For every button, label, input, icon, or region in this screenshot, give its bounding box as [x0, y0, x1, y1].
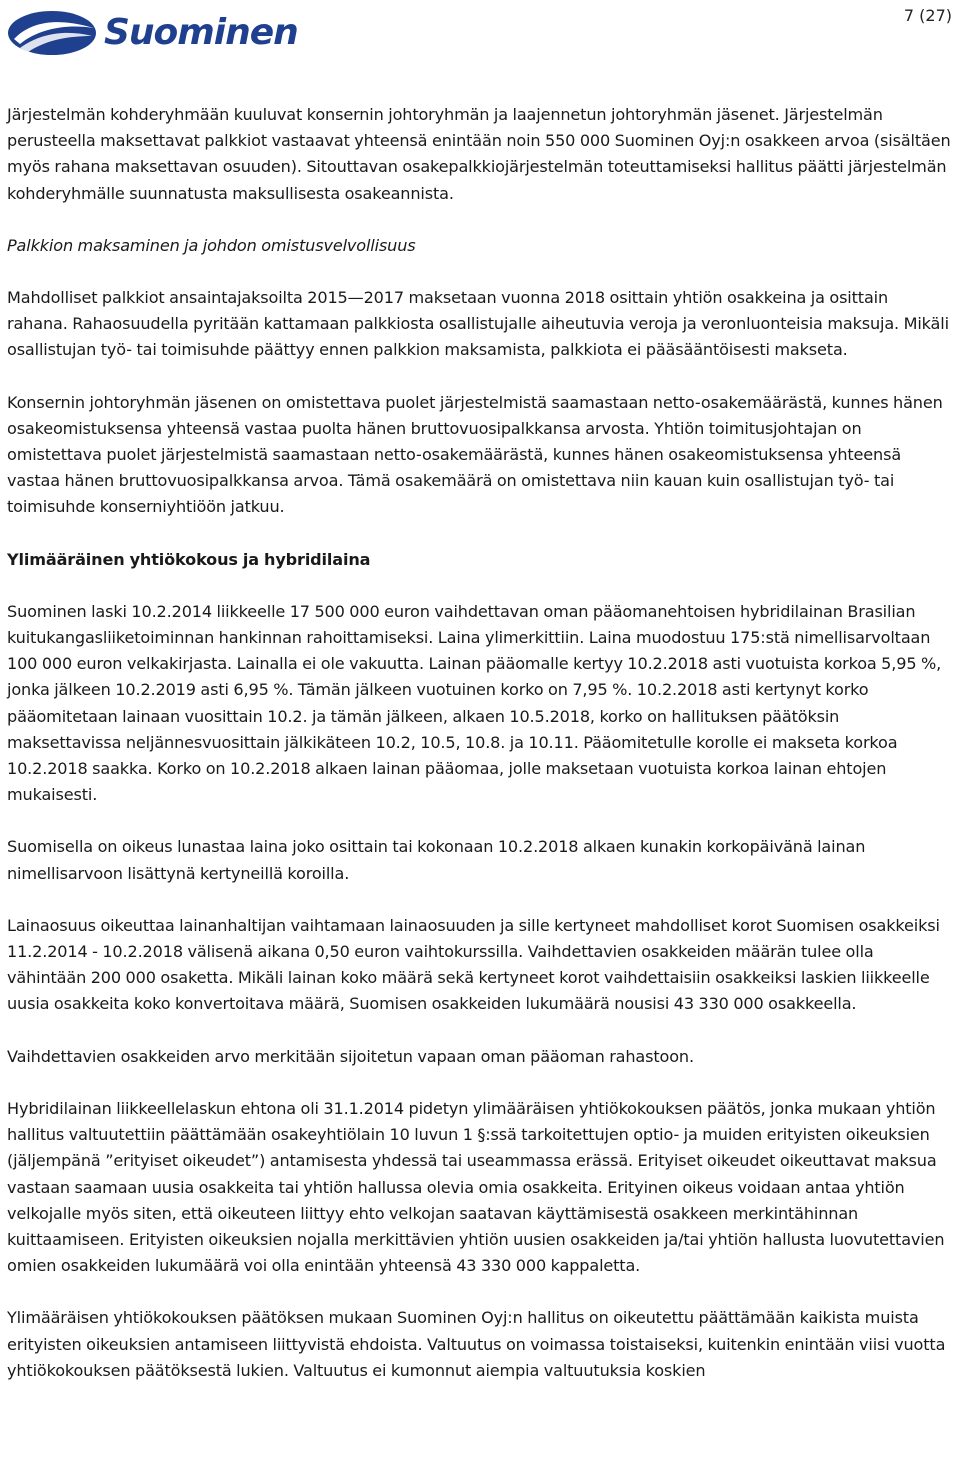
paragraph-target-group: Järjestelmän kohderyhmään kuuluvat konsernin johtoryhmän ja laajennetun johtoryhmän jäsenet. Järjestelmän perusteella maksettavat palkkiot vastaavat yhteensä enintään noin 550 000 Suominen Oyj:n osakkeen arvoa (sisältäen myös rahana maksettavan osuuden). Sitouttavan osakepalkkiojärjestelmän toteuttamiseksi hallitus päätti järjestelmän kohderyhmälle suunnatusta maksullisesta osakeannista. [7, 105, 951, 203]
paragraph-conversion: Lainaosuus oikeuttaa lainanhaltijan vaihtamaan lainaosuuden ja sille kertyneet mahdolliset korot Suomisen osakkeiksi 11.2.2014 - 10.2.2018 välisenä aikana 0,50 euron vaihtokurssilla. Vaihdettavien osakkeiden määrän tulee olla vähintään 200 000 osaketta. Mikäli lainan koko määrä sekä kertyneet korot vaihdettaisiin osakkeiksi laskien liikkeelle uusia osakkeita koko konvertoitava määrä, Suomisen osakkeiden lukumäärä nousisi 43 330 000 osakkeella. [7, 915, 940, 1014]
page-header [0, 0, 960, 70]
section-heading-hybrid-loan: Ylimääräinen yhtiökokous ja hybridilaina [7, 549, 371, 569]
document-body [7, 102, 953, 1384]
paragraph-hybrid-loan: Suominen laski 10.2.2014 liikkeelle 17 500 000 euron vaihdettavan oman pääomanehtoisen hybridilainan Brasilian kuitukangasliiketoiminnan hankinnan rahoittamiseksi. Laina ylimerkittiin. Laina muodostuu 175:stä nimellisarvoltaan 100 000 euron velkakirjasta. Lainalla ei ole vakuutta. Lainan pääomalle kertyy 10.2.2018 asti vuotuista korkoa 5,95 %, jonka jälkeen 10.2.2019 asti 6,95 %. Tämän jälkeen vuotuinen korko on 7,95 %. 10.2.2018 asti kertynyt korko pääomitetaan lainaan vuosittain 10.2. ja tämän jälkeen, alkaen 10.5.2018, korko on hallituksen päätöksin maksettavissa neljännesvuosittain jälkikäteen 10.2, 10.5, 10.8. ja 10.11. Pääomitetulle korolle ei makseta korkoa 10.2.2018 saakka. Korko on 10.2.2018 alkaen lainan pääomaa, jolle maksetaan vuotuista korkoa lainan ehtojen mukaisesti. [7, 601, 942, 805]
paragraph-redemption: Suomisella on oikeus lunastaa laina joko osittain tai kokonaan 10.2.2018 alkaen kunakin korkopäivänä lainan nimellisarvoon lisättynä kertyneillä koroilla. [7, 837, 866, 883]
page-number: 7 (27) [903, 6, 952, 25]
paragraph-payment: Mahdolliset palkkiot ansaintajaksoilta 2015—2017 maksetaan vuonna 2018 osittain yhtiön osakkeina ja osittain rahana. Rahaosuudella pyritään kattamaan palkkiosta osallistujalle aiheutuvia veroja ja veronluonteisia maksuja. Mikäli osallistujan työ- tai toimisuhde päättyy ennen palkkion maksamista, palkkiota ei pääsääntöisesti makseta. [7, 288, 949, 360]
paragraph-egm-condition: Hybridilainan liikkeellelaskun ehtona oli 31.1.2014 pidetyn ylimääräisen yhtiökokouksen päätös, jonka mukaan yhtiön hallitus valtuutettiin päättämään osakeyhtiölain 10 luvun 1 §:ssä tarkoitettujen optio- ja muiden erityisten oikeuksien (jäljempänä ”erityiset oikeudet”) antamisesta yhdessä tai useammassa erässä. Erityiset oikeudet oikeuttavat maksua vastaan saamaan uusia osakkeita tai yhtiön hallussa olevia omia osakkeita. Erityinen oikeus voidaan antaa yhtiön velkojalle myös siten, että oikeuteen liittyy ehto velkojan saatavan käyttämisestä osakkeen merkintähinnan kuittaamiseen. Erityisten oikeuksien nojalla merkittävien yhtiön uusien osakkeiden ja/tai yhtiön hallusta luovutettavien omien osakkeiden lukumäärä voi olla enintään yhteensä 43 330 000 kappaletta. [7, 1098, 945, 1276]
paragraph-share-value: Vaihdettavien osakkeiden arvo merkitään sijoitetun vapaan oman pääoman rahastoon. [7, 1046, 694, 1066]
logo-wordmark: Suominen [104, 12, 298, 53]
logo-swoosh-icon [6, 8, 102, 58]
paragraph-ownership: Konsernin johtoryhmän jäsenen on omistettava puolet järjestelmistä saamastaan netto-osakemäärästä, kunnes hänen osakeomistuksensa yhteensä vastaa puolta hänen bruttovuosipalkkansa arvosta. Yhtiön toimitusjohtajan on omistettava puolet järjestelmistä saamastaan netto-osakemäärästä, kunnes hänen osakeomistuksensa yhteensä vastaa hänen bruttovuosipalkkansa arvoa. Tämä osakemäärä on omistettava niin kauan kuin osallistujan työ- tai toimisuhde konserniyhtiöön jatkuu. [7, 392, 943, 517]
subheading-payment: Palkkion maksaminen ja johdon omistusvelvollisuus [7, 235, 416, 255]
paragraph-board-authorization: Ylimääräisen yhtiökokouksen päätöksen mukaan Suominen Oyj:n hallitus on oikeutettu päättämään kaikista muista erityisten oikeuksien antamiseen liittyvistä ehdoista. Valtuutus on voimassa toistaiseksi, kuitenkin enintään viisi vuotta yhtiökokouksen päätöksestä lukien. Valtuutus ei kumonnut aiempia valtuutuksia koskien [7, 1308, 946, 1380]
suominen-logo [6, 8, 326, 58]
